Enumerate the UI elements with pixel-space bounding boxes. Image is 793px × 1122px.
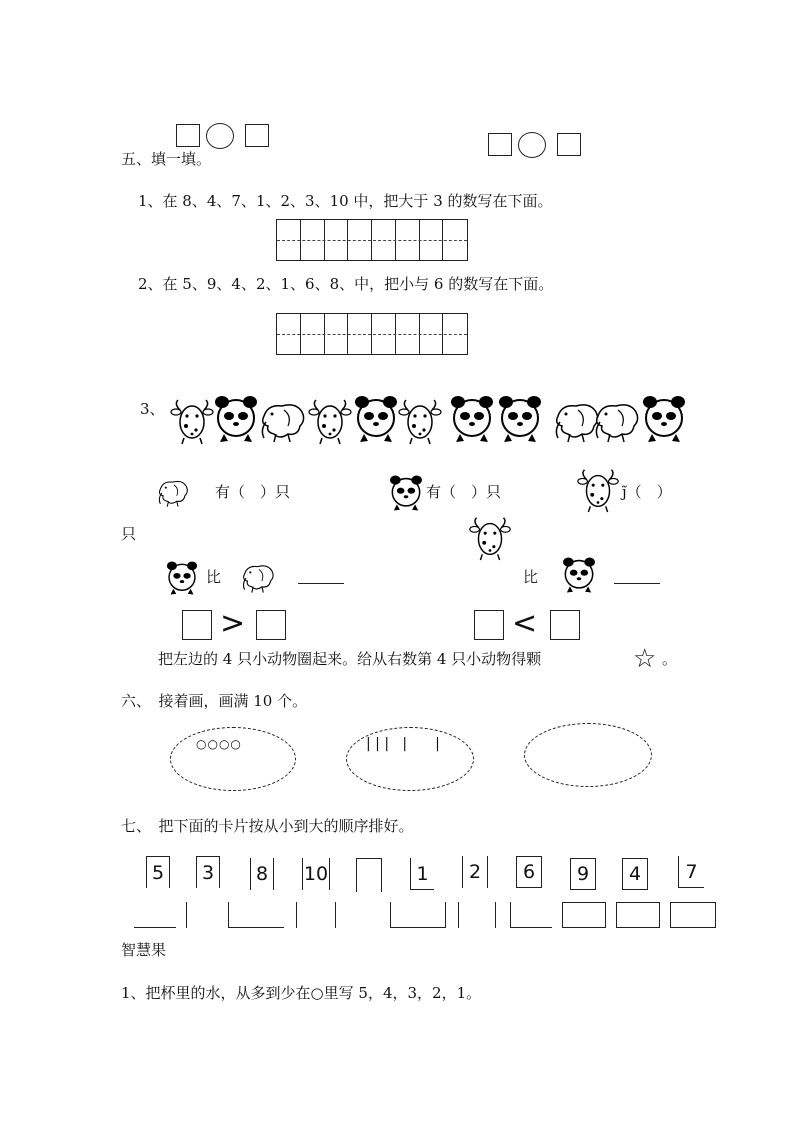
- answer-slot[interactable]: [562, 902, 606, 928]
- compare-answer-line-right[interactable]: [614, 566, 660, 584]
- answer-slot[interactable]: [458, 902, 496, 928]
- oval-2-marks: | | | | |: [366, 736, 440, 752]
- cow-icon: [468, 512, 512, 562]
- top-right-square-1: [488, 133, 512, 156]
- animal-panda: [643, 396, 685, 442]
- count-panda: 有（ ）只: [426, 483, 502, 501]
- top-right-circle: [518, 132, 546, 158]
- animal-row: [168, 394, 698, 446]
- number-card[interactable]: 9: [570, 858, 596, 890]
- panda-icon: [388, 474, 424, 512]
- animal-elephant: [262, 405, 303, 442]
- number-card[interactable]: [356, 858, 382, 892]
- animal-elephant: [556, 405, 597, 442]
- wrap-zhi: 只: [121, 525, 137, 543]
- number-card[interactable]: 8: [250, 858, 274, 890]
- gt-box-left[interactable]: [182, 610, 212, 640]
- top-right-square-2: [557, 133, 581, 156]
- animal-panda: [499, 396, 541, 442]
- lt-box-right[interactable]: [550, 610, 580, 640]
- answer-grid-1[interactable]: [276, 219, 468, 261]
- animal-cow: [171, 400, 213, 444]
- number-card[interactable]: 3: [196, 856, 220, 888]
- question-1: 1、在 8、4、7、1、2、3、10 中，把大于 3 的数写在下面。: [138, 192, 553, 210]
- section7-heading: 七、 把下面的卡片按从小到大的顺序排好。: [121, 817, 414, 835]
- panda-icon: [560, 556, 598, 594]
- number-card[interactable]: 10: [302, 858, 330, 890]
- number-card[interactable]: 4: [622, 858, 648, 890]
- compare-word-right: 比: [523, 568, 539, 586]
- count-elephant: 有（ ）只: [215, 483, 291, 501]
- animal-elephant: [596, 405, 637, 442]
- section6-heading: 六、 接着画，画满 10 个。: [121, 692, 308, 710]
- elephant-icon: [146, 474, 202, 508]
- answer-slot[interactable]: [670, 902, 716, 928]
- lt-box-left[interactable]: [474, 610, 504, 640]
- number-card[interactable]: 7: [678, 856, 704, 888]
- answer-slot[interactable]: [134, 902, 176, 928]
- panda-icon: [164, 560, 200, 596]
- compare-answer-line-left[interactable]: [298, 566, 344, 584]
- animal-panda: [215, 396, 257, 442]
- number-card[interactable]: 1: [410, 858, 434, 890]
- answer-slot[interactable]: [186, 902, 200, 928]
- star-icon[interactable]: ☆: [633, 644, 657, 674]
- cow-icon: [576, 464, 620, 514]
- section5-heading: 五、填一填。: [121, 150, 212, 168]
- number-card[interactable]: 5: [146, 856, 170, 888]
- count-cow: j̃（ ）: [622, 483, 672, 501]
- gt-symbol: >: [220, 606, 246, 641]
- answer-slot[interactable]: [390, 902, 446, 928]
- elephant-icon: [230, 558, 288, 594]
- answer-slot[interactable]: [228, 902, 284, 928]
- animal-cow: [399, 400, 441, 444]
- draw-oval-3[interactable]: [524, 723, 652, 787]
- top-left-square-2: [245, 124, 269, 147]
- lt-symbol: <: [512, 606, 538, 641]
- animal-cow: [309, 400, 351, 444]
- number-card[interactable]: 2: [462, 856, 488, 888]
- top-left-square-1: [176, 124, 200, 147]
- oval-1-marks: ○○○○: [196, 737, 242, 751]
- bonus-heading: 智慧果: [121, 941, 167, 959]
- gt-box-right[interactable]: [256, 610, 286, 640]
- bonus-question-1: 1、把杯里的水，从多到少在○里写 5，4，3，2，1。: [121, 984, 482, 1002]
- top-left-circle: [206, 123, 234, 149]
- answer-slot[interactable]: [510, 902, 552, 928]
- animal-panda: [451, 396, 493, 442]
- question-3-number: 3、: [140, 400, 165, 418]
- answer-grid-2[interactable]: [276, 313, 468, 355]
- instruction-period: 。: [662, 650, 678, 668]
- number-card[interactable]: 6: [516, 856, 542, 888]
- instruction-text: 把左边的 4 只小动物圈起来。给从右数第 4 只小动物得颗: [158, 650, 542, 668]
- question-2: 2、在 5、9、4、2、1、6、8、中，把小与 6 的数写在下面。: [138, 275, 554, 293]
- animal-panda: [355, 396, 397, 442]
- answer-slot[interactable]: [616, 902, 660, 928]
- answer-slot[interactable]: [296, 902, 336, 928]
- compare-word-left: 比: [206, 568, 222, 586]
